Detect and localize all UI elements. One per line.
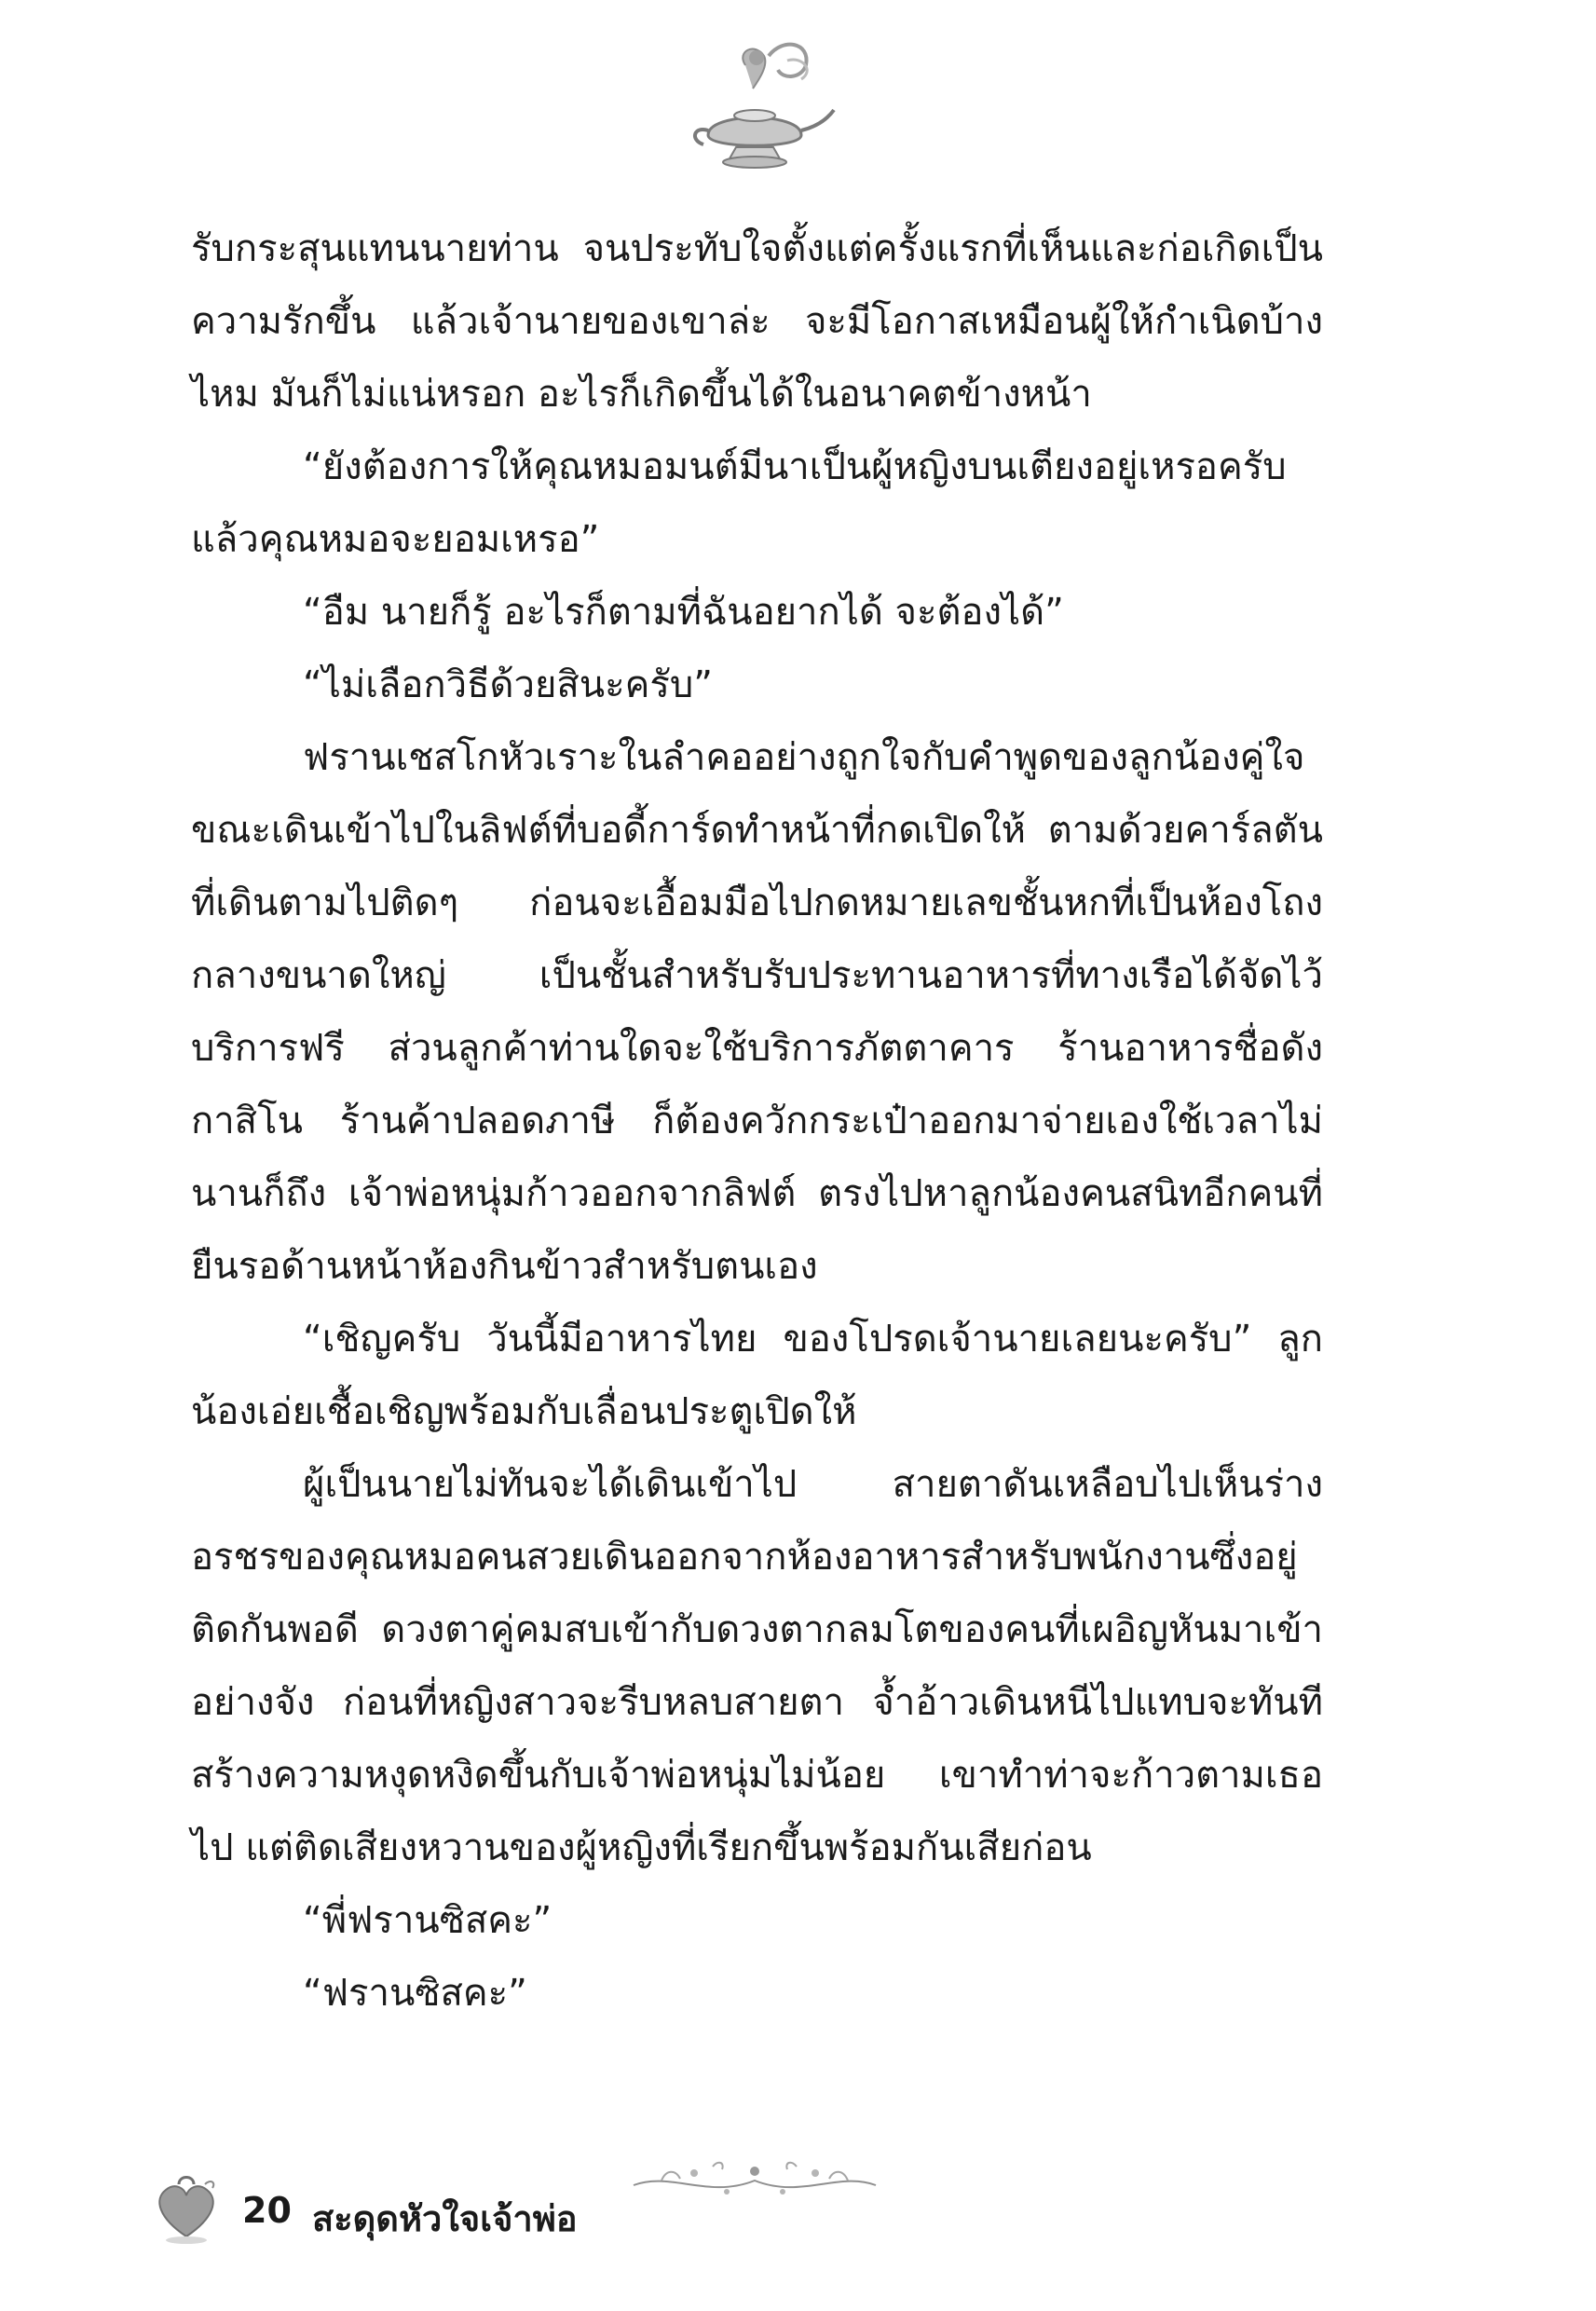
book-title: สะดุดหัวใจเจ้าพ่อ (312, 2198, 578, 2239)
heart-lock-icon (149, 2171, 224, 2246)
paragraph: “ฟรานซิสคะ” (303, 1972, 527, 2015)
page-footer (149, 2153, 894, 2246)
genie-lamp-icon (680, 37, 839, 177)
paragraph: “ไม่เลือกวิธีด้วยสินะครับ” (303, 663, 713, 706)
paragraph: ผู้เป็นนายไม่ทันจะได้เดินเข้าไป สายตาดันเหลือบไปเห็นร่างอรชรของคุณหมอคนสวยเดินออกจากห้องอาหารสำหรับพนักงานซึ่งอยู่ติดกันพอดี ดวงตาคู่คมสบเข้ากับดวงตากลมโตของคนที่เผอิญหันมาเข้าอย่างจัง ก่อนที่หญิงสาวจะรีบหลบสายตา จ้ำอ้าวเดินหนีไปแทบจะทันที สร้างความหงุดหงิดขึ้นกับเจ้าพ่อหนุ่มไม่น้อย เขาทำท่าจะก้าวตามเธอไป แต่ติดเสียงหวานของผู้หญิงที่เรียกขึ้นพร้อมกันเสียก่อน (191, 1463, 1323, 1869)
paragraph: “อืม นายก็รู้ อะไรก็ตามที่ฉันอยากได้ จะต้องได้” (303, 591, 1064, 634)
paragraph: “เชิญครับ วันนี้มีอาหารไทย ของโปรดเจ้านายเลยนะครับ” ลูกน้องเอ่ยเชื้อเชิญพร้อมกับเลื่อนประตูเปิดให้ (191, 1318, 1323, 1433)
paragraph: “ยังต้องการให้คุณหมอมนต์มีนาเป็นผู้หญิงบนเตียงอยู่เหรอครับ แล้วคุณหมอจะยอมเหรอ” (191, 445, 1287, 561)
paragraph: “พี่ฟรานซิสคะ” (303, 1899, 552, 1942)
page-number: 20 (242, 2190, 292, 2231)
paragraph: ฟรานเชสโกหัวเราะในลำคออย่างถูกใจกับคำพูดของลูกน้องคู่ใจขณะเดินเข้าไปในลิฟต์ที่บอดี้การ์ดทำหน้าที่กดเปิดให้ ตามด้วยคาร์ลตันที่เดินตามไปติดๆ ก่อนจะเอื้อมมือไปกดหมายเลขชั้นหกที่เป็นห้องโถงกลางขนาดใหญ่ เป็นชั้นสำหรับรับประทานอาหารที่ทางเรือได้จัดไว้บริการฟรี ส่วนลูกค้าท่านใดจะใช้บริการภัตตาคาร ร้านอาหารชื่อดัง กาสิโน ร้านค้าปลอดภาษี ก็ต้องควักกระเป๋าออกมาจ่ายเองใช้เวลาไม่นานก็ถึง เจ้าพ่อหนุ่มก้าวออกจากลิฟต์ ตรงไปหาลูกน้องคนสนิทอีกคนที่ยืนรอด้านหน้าห้องกินข้าวสำหรับตนเอง (191, 736, 1323, 1288)
chapter-text (191, 212, 1323, 2030)
paragraph: รับกระสุนแทนนายท่าน จนประทับใจตั้งแต่ครั้งแรกที่เห็นและก่อเกิดเป็นความรักขึ้น แล้วเจ้านายของเขาล่ะ จะมีโอกาสเหมือนผู้ให้กำเนิดบ้างไหม มันก็ไม่แน่หรอก อะไรก็เกิดขึ้นได้ในอนาคตข้างหน้า (191, 227, 1323, 416)
